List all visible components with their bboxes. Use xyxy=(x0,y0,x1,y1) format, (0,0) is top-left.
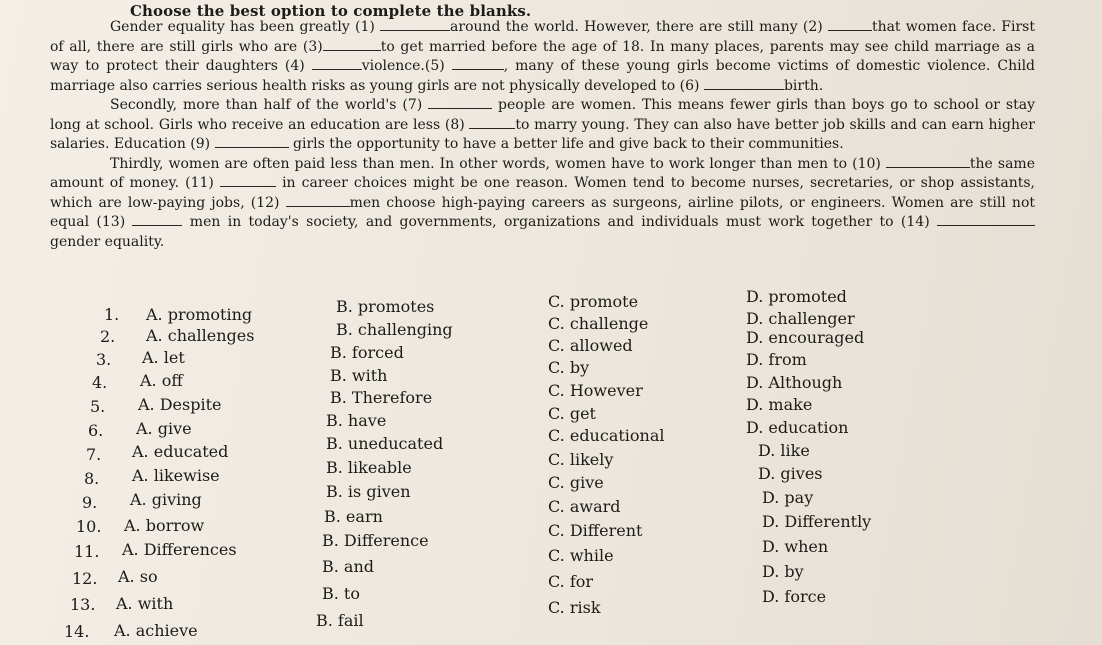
option-c[interactable]: C. likely xyxy=(548,450,614,469)
option-b[interactable]: B. to xyxy=(322,584,360,603)
question-number: 6. xyxy=(88,421,104,440)
option-d[interactable]: D. pay xyxy=(762,488,814,507)
option-d[interactable]: D. Differently xyxy=(762,512,872,531)
passage-text: men choose high-paying careers as surgeons, airline pilots, or engineers. Women are still not equal (13) xyxy=(50,194,1035,230)
option-c[interactable]: C. risk xyxy=(548,598,601,617)
question-number: 11. xyxy=(74,542,100,561)
option-c[interactable]: C. get xyxy=(548,404,596,423)
option-b[interactable]: B. likeable xyxy=(326,458,412,477)
question-number: 10. xyxy=(76,517,102,536)
passage-text: to get married before the age of 18. In many places, parents may see child marriage as a way to protect their daughters (4) xyxy=(50,38,1035,74)
option-c[interactable]: C. by xyxy=(548,358,590,377)
option-a[interactable]: A. borrow xyxy=(124,516,205,535)
option-c[interactable]: C. educational xyxy=(548,426,665,445)
option-c[interactable]: C. promote xyxy=(548,292,639,311)
option-c[interactable]: C. However xyxy=(548,381,643,400)
option-b[interactable]: B. earn xyxy=(324,507,383,526)
option-d[interactable]: D. promoted xyxy=(746,287,847,306)
passage-text: , many of these young girls become victims of domestic violence. Child marriage also carries serious health risks as young girls are not physically developed to (6) xyxy=(50,58,1036,94)
option-c[interactable]: C. for xyxy=(548,572,594,591)
option-d[interactable]: D. like xyxy=(758,441,810,460)
question-number: 14. xyxy=(64,622,90,641)
passage-text: birth. xyxy=(783,77,824,94)
option-a[interactable]: A. promoting xyxy=(146,305,253,324)
option-a[interactable]: A. likewise xyxy=(132,466,220,485)
option-b[interactable]: B. Difference xyxy=(322,531,429,550)
option-a[interactable]: A. with xyxy=(116,594,174,613)
question-number: 4. xyxy=(92,373,108,392)
option-b[interactable]: B. promotes xyxy=(336,297,435,316)
passage-text: Gender equality has been greatly (1) xyxy=(110,19,381,35)
passage-text: violence.(5) xyxy=(361,58,452,74)
passage-text: girls the opportunity to have a better life and give back to their communities. xyxy=(288,136,844,152)
question-number: 7. xyxy=(86,445,102,464)
option-a[interactable]: A. achieve xyxy=(114,621,198,640)
question-number: 13. xyxy=(70,595,96,614)
passage-text: Thirdly, women are often paid less than men. In other words, women have to work longer than men to (10) xyxy=(110,155,886,172)
question-number: 2. xyxy=(100,327,116,346)
passage-text: that women face. First of all, there are still girls who are (3) xyxy=(50,19,1035,55)
instruction-heading: Choose the best option to complete the blanks. xyxy=(130,2,532,20)
option-a[interactable]: A. off xyxy=(140,371,183,390)
option-a[interactable]: A. Despite xyxy=(138,395,222,414)
passage-text: around the world. However, there are still many (2) xyxy=(450,19,828,35)
option-a[interactable]: A. educated xyxy=(132,442,229,461)
option-c[interactable]: C. allowed xyxy=(548,336,633,355)
option-a[interactable]: A. Differences xyxy=(122,540,237,559)
option-d[interactable]: D. challenger xyxy=(746,309,855,328)
passage-text: in career choices might be one reason. Women tend to become nurses, secretaries, or shop assistants, which are low-paying jobs, (12) xyxy=(50,175,1035,211)
question-number: 1. xyxy=(104,305,120,324)
option-d[interactable]: D. encouraged xyxy=(746,328,865,347)
question-number: 3. xyxy=(96,350,112,369)
passage-text: people are women. This means fewer girls than boys go to school or stay long at school. Girls who receive an education are less (8) xyxy=(50,97,1035,133)
passage-text: to marry young. They can also have better job skills and can earn higher salaries. Education (9) xyxy=(50,116,1035,152)
option-c[interactable]: C. while xyxy=(548,546,614,565)
option-b[interactable]: B. is given xyxy=(326,482,411,501)
option-b[interactable]: B. Therefore xyxy=(330,388,433,407)
option-d[interactable]: D. make xyxy=(746,395,813,414)
option-a[interactable]: A. giving xyxy=(130,490,202,509)
option-d[interactable]: D. from xyxy=(746,350,807,369)
option-c[interactable]: C. Different xyxy=(548,521,643,540)
passage-text: gender equality. xyxy=(50,233,165,250)
option-b[interactable]: B. have xyxy=(326,411,387,430)
option-a[interactable]: A. give xyxy=(136,419,192,438)
option-b[interactable]: B. forced xyxy=(330,343,404,362)
option-b[interactable]: B. fail xyxy=(316,611,364,630)
passage-text: the same amount of money. (11) xyxy=(50,155,1035,191)
passage-text: Secondly, more than half of the world's (7) xyxy=(110,97,429,113)
option-b[interactable]: B. with xyxy=(330,366,388,385)
option-d[interactable]: D. education xyxy=(746,418,849,437)
option-a[interactable]: A. let xyxy=(142,348,185,367)
option-c[interactable]: C. challenge xyxy=(548,314,649,333)
option-d[interactable]: D. Although xyxy=(746,373,843,392)
option-b[interactable]: B. challenging xyxy=(336,320,453,339)
option-d[interactable]: D. when xyxy=(762,537,829,556)
option-a[interactable]: A. so xyxy=(118,567,158,586)
option-b[interactable]: B. uneducated xyxy=(326,434,444,453)
option-c[interactable]: C. give xyxy=(548,473,604,492)
question-number: 8. xyxy=(84,469,100,488)
option-a[interactable]: A. challenges xyxy=(146,326,255,345)
passage-text: men in today's society, and governments, organizations and individuals must work together to (14) xyxy=(182,214,937,230)
question-number: 12. xyxy=(72,569,98,588)
question-number: 5. xyxy=(90,397,106,416)
question-number: 9. xyxy=(82,493,98,512)
option-d[interactable]: D. force xyxy=(762,587,827,606)
option-c[interactable]: C. award xyxy=(548,497,621,516)
option-d[interactable]: D. gives xyxy=(758,464,823,483)
option-b[interactable]: B. and xyxy=(322,557,375,576)
option-d[interactable]: D. by xyxy=(762,562,804,581)
